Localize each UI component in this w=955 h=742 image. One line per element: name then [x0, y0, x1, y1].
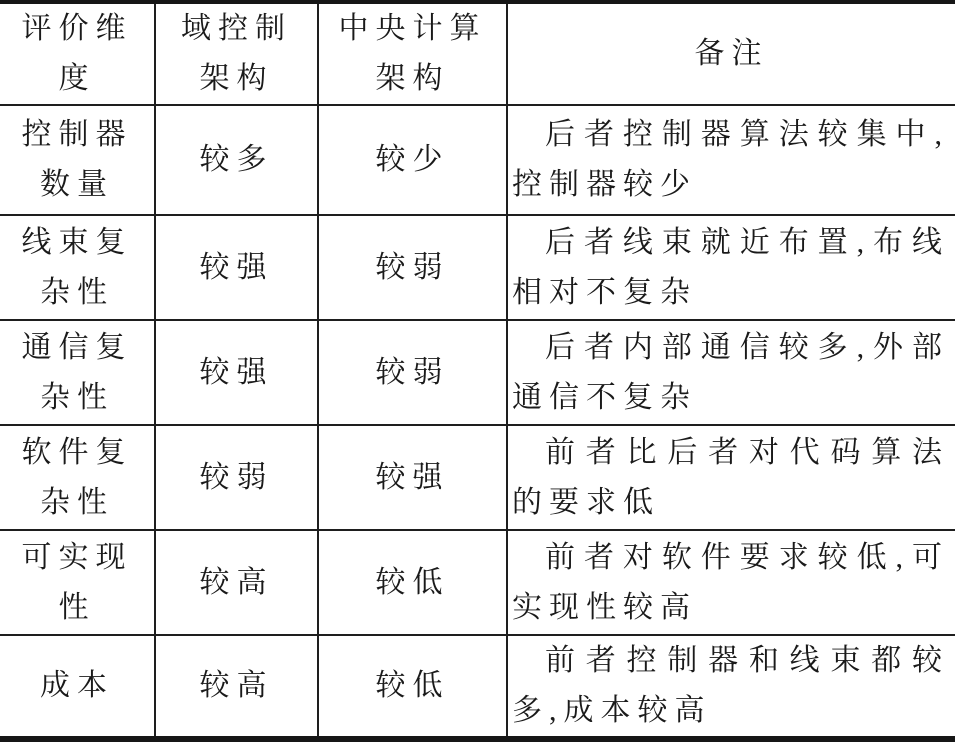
- cell-domain-control: 较强: [155, 215, 318, 320]
- cell-dimension: 线束复杂性: [0, 215, 155, 320]
- table-header: [0, 2, 955, 105]
- cell-central-compute: 较强: [318, 425, 507, 530]
- remark-text: 后者内部通信较多,外部通信不复杂: [512, 330, 949, 414]
- remark-text: 后者线束就近布置,布线相对不复杂: [512, 225, 949, 309]
- header-row: [0, 2, 955, 105]
- table-row: [0, 425, 955, 530]
- cell-dimension: 控制器数量: [0, 105, 155, 215]
- table-row: [0, 320, 955, 425]
- cell-central-compute: 较弱: [318, 215, 507, 320]
- cell-remark: [507, 425, 955, 530]
- cell-domain-control: 较弱: [155, 425, 318, 530]
- cell-central-compute: 较弱: [318, 320, 507, 425]
- cell-domain-control: 较强: [155, 320, 318, 425]
- remark-text: 前者对软件要求较低,可实现性较高: [512, 540, 949, 624]
- remark-text: 前者比后者对代码算法的要求低: [512, 435, 949, 519]
- table-row: [0, 215, 955, 320]
- cell-remark: [507, 105, 955, 215]
- cell-central-compute: 较少: [318, 105, 507, 215]
- cell-dimension: 可实现性: [0, 530, 155, 635]
- cell-remark: [507, 320, 955, 425]
- cell-dimension: 软件复杂性: [0, 425, 155, 530]
- cell-remark: [507, 530, 955, 635]
- header-central-compute: 中央计算架构: [318, 2, 507, 105]
- table-body: [0, 105, 955, 739]
- remark-text: 前者控制器和线束都较多,成本较高: [512, 644, 949, 727]
- cell-remark: [507, 635, 955, 739]
- remark-text: 后者控制器算法较集中,控制器较少: [512, 118, 949, 201]
- cell-central-compute: 较低: [318, 635, 507, 739]
- header-dimension: 评价维度: [0, 2, 155, 105]
- cell-domain-control: 较高: [155, 530, 318, 635]
- cell-dimension: 成本: [40, 669, 114, 702]
- cell-domain-control: 较多: [155, 105, 318, 215]
- header-domain-control: 域控制架构: [155, 2, 318, 105]
- cell-domain-control: 较高: [155, 635, 318, 739]
- table-row: [0, 635, 955, 739]
- table-row: [0, 105, 955, 215]
- cell-remark: [507, 215, 955, 320]
- cell-dimension: 通信复杂性: [0, 320, 155, 425]
- header-remark: 备注: [507, 2, 955, 105]
- cell-central-compute: 较低: [318, 530, 507, 635]
- table-row: [0, 530, 955, 635]
